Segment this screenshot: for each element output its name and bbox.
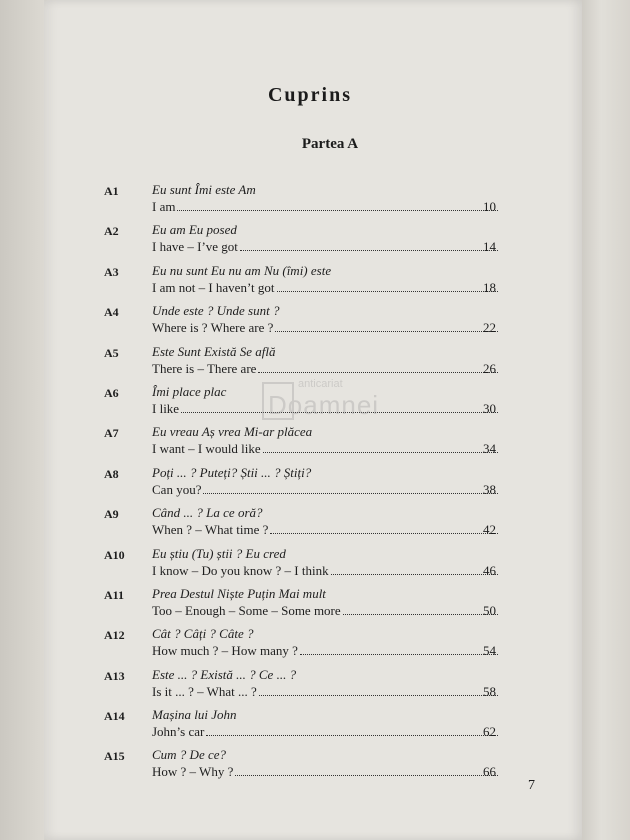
entry-romanian-title: Eu sunt Îmi este Am bbox=[152, 182, 256, 197]
toc-entry[interactable] bbox=[104, 665, 504, 705]
entry-page-number: 18 bbox=[483, 279, 496, 295]
entry-code: A11 bbox=[104, 587, 125, 602]
entry-code: A8 bbox=[104, 466, 119, 481]
entry-romanian-title: Este ... ? Există ... ? Ce ... ? bbox=[152, 666, 297, 682]
entry-english-line bbox=[152, 522, 500, 538]
watermark-main-text: Doamnei bbox=[268, 390, 380, 420]
entry-code: A9 bbox=[104, 507, 119, 522]
entry-english-title: Can you? bbox=[152, 481, 202, 497]
entry-page-number: 38 bbox=[483, 481, 496, 497]
entry-english-line bbox=[152, 199, 500, 215]
entry-romanian-title: Eu știu (Tu) știi ? Eu cred bbox=[152, 545, 286, 561]
entry-romanian-title: Când ... ? La ce oră? bbox=[152, 505, 263, 521]
entry-english-title: Too – Enough – Some – Some more bbox=[152, 602, 341, 618]
entry-english-line bbox=[152, 724, 500, 740]
entry-english-line bbox=[152, 684, 500, 700]
entry-page-number: 30 bbox=[483, 400, 496, 416]
entry-english-line bbox=[152, 280, 500, 296]
entry-english-line bbox=[152, 361, 500, 377]
entry-english-title: I am not – I haven’t got bbox=[152, 279, 275, 295]
entry-romanian-title: Cât ? Câți ? Câte ? bbox=[152, 626, 254, 642]
entry-english-title: I like bbox=[152, 400, 180, 416]
toc-entry[interactable] bbox=[104, 261, 504, 301]
toc-entry[interactable] bbox=[104, 503, 504, 543]
entry-romanian-title: Mașina lui John bbox=[152, 707, 237, 723]
entry-code: A14 bbox=[104, 709, 125, 724]
entry-page-number: 62 bbox=[483, 724, 496, 740]
entry-page-number: 10 bbox=[483, 199, 496, 214]
entry-english-title: I know – Do you know ? – I think bbox=[152, 562, 329, 578]
section-heading: Partea A bbox=[301, 136, 359, 152]
entry-romanian-title: Prea Destul Niște Puțin Mai mult bbox=[152, 585, 326, 601]
entry-english-title: Is it ... ? – What ... ? bbox=[152, 683, 257, 699]
entry-romanian-title: Îmi place plac bbox=[152, 383, 227, 399]
toc-entry[interactable] bbox=[104, 624, 504, 664]
entry-romanian-title: Eu vreau Aș vrea Mi-ar plăcea bbox=[152, 424, 313, 440]
entry-english-line bbox=[152, 764, 500, 780]
entry-english-title: I have – I’ve got bbox=[152, 239, 238, 255]
entry-english-title: When ? – What time ? bbox=[152, 522, 269, 538]
entry-english-title: John’s car bbox=[152, 724, 205, 740]
entry-page-number: 14 bbox=[483, 239, 496, 255]
entry-page-number: 34 bbox=[483, 441, 496, 457]
right-page-edge bbox=[582, 0, 630, 840]
toc-entry[interactable] bbox=[104, 301, 504, 341]
entry-english-line bbox=[152, 482, 500, 498]
entry-english-line bbox=[152, 320, 500, 336]
entry-code: A12 bbox=[104, 628, 125, 643]
entry-page-number: 58 bbox=[483, 683, 496, 699]
entry-code: A3 bbox=[104, 264, 119, 279]
entry-code: A15 bbox=[104, 749, 125, 764]
toc-entry[interactable] bbox=[104, 180, 504, 220]
entry-page-number: 54 bbox=[483, 643, 496, 659]
toc-entry[interactable] bbox=[104, 342, 504, 382]
entry-romanian-title: Unde este ? Unde sunt ? bbox=[152, 303, 280, 319]
toc-entry[interactable] bbox=[104, 463, 504, 503]
entry-romanian-title: Poți ... ? Puteți? Știi ... ? Știți? bbox=[152, 464, 312, 480]
toc-entry[interactable] bbox=[104, 584, 504, 624]
entry-romanian-title: Eu am Eu posed bbox=[152, 222, 237, 238]
entry-page-number: 22 bbox=[483, 320, 496, 336]
toc-entry[interactable] bbox=[104, 544, 504, 584]
toc-entry[interactable] bbox=[104, 422, 504, 462]
entry-english-title: How much ? – How many ? bbox=[152, 643, 298, 659]
watermark-small-text: anticariat bbox=[298, 378, 343, 390]
entry-code: A6 bbox=[104, 385, 119, 400]
entry-code: A7 bbox=[104, 426, 119, 441]
entry-code: A4 bbox=[104, 305, 119, 320]
entry-english-title: I am bbox=[152, 199, 176, 214]
page-title: Cuprins bbox=[267, 84, 353, 106]
watermark-logo bbox=[262, 378, 402, 428]
toc-entry[interactable] bbox=[104, 220, 504, 260]
left-page-edge bbox=[0, 0, 44, 840]
entry-page-number: 46 bbox=[483, 562, 496, 578]
entry-code: A10 bbox=[104, 547, 125, 562]
table-of-contents bbox=[104, 180, 504, 786]
entry-code: A1 bbox=[104, 184, 119, 198]
page-number: 7 bbox=[528, 778, 535, 793]
entry-english-title: I want – I would like bbox=[152, 441, 261, 457]
entry-english-title: There is – There are bbox=[152, 360, 257, 376]
entry-code: A5 bbox=[104, 345, 119, 360]
entry-english-line bbox=[152, 239, 500, 255]
entry-english-title: How ? – Why ? bbox=[152, 764, 234, 780]
entry-romanian-title: Cum ? De ce? bbox=[152, 747, 227, 763]
entry-page-number: 66 bbox=[483, 764, 496, 780]
entry-english-line bbox=[152, 563, 500, 579]
dot-leader bbox=[177, 209, 498, 211]
entry-english-line bbox=[152, 441, 500, 457]
entry-page-number: 26 bbox=[483, 360, 496, 376]
entry-english-title: Where is ? Where are ? bbox=[152, 320, 274, 336]
entry-page-number: 42 bbox=[483, 522, 496, 538]
toc-entry[interactable] bbox=[104, 705, 504, 745]
entry-english-line bbox=[152, 643, 500, 659]
entry-romanian-title: Este Sunt Există Se află bbox=[152, 343, 276, 359]
entry-english-line bbox=[152, 603, 500, 619]
entry-page-number: 50 bbox=[483, 602, 496, 618]
entry-code: A2 bbox=[104, 224, 119, 239]
entry-romanian-title: Eu nu sunt Eu nu am Nu (îmi) este bbox=[152, 262, 332, 278]
entry-code: A13 bbox=[104, 668, 125, 683]
toc-entry[interactable] bbox=[104, 745, 504, 785]
